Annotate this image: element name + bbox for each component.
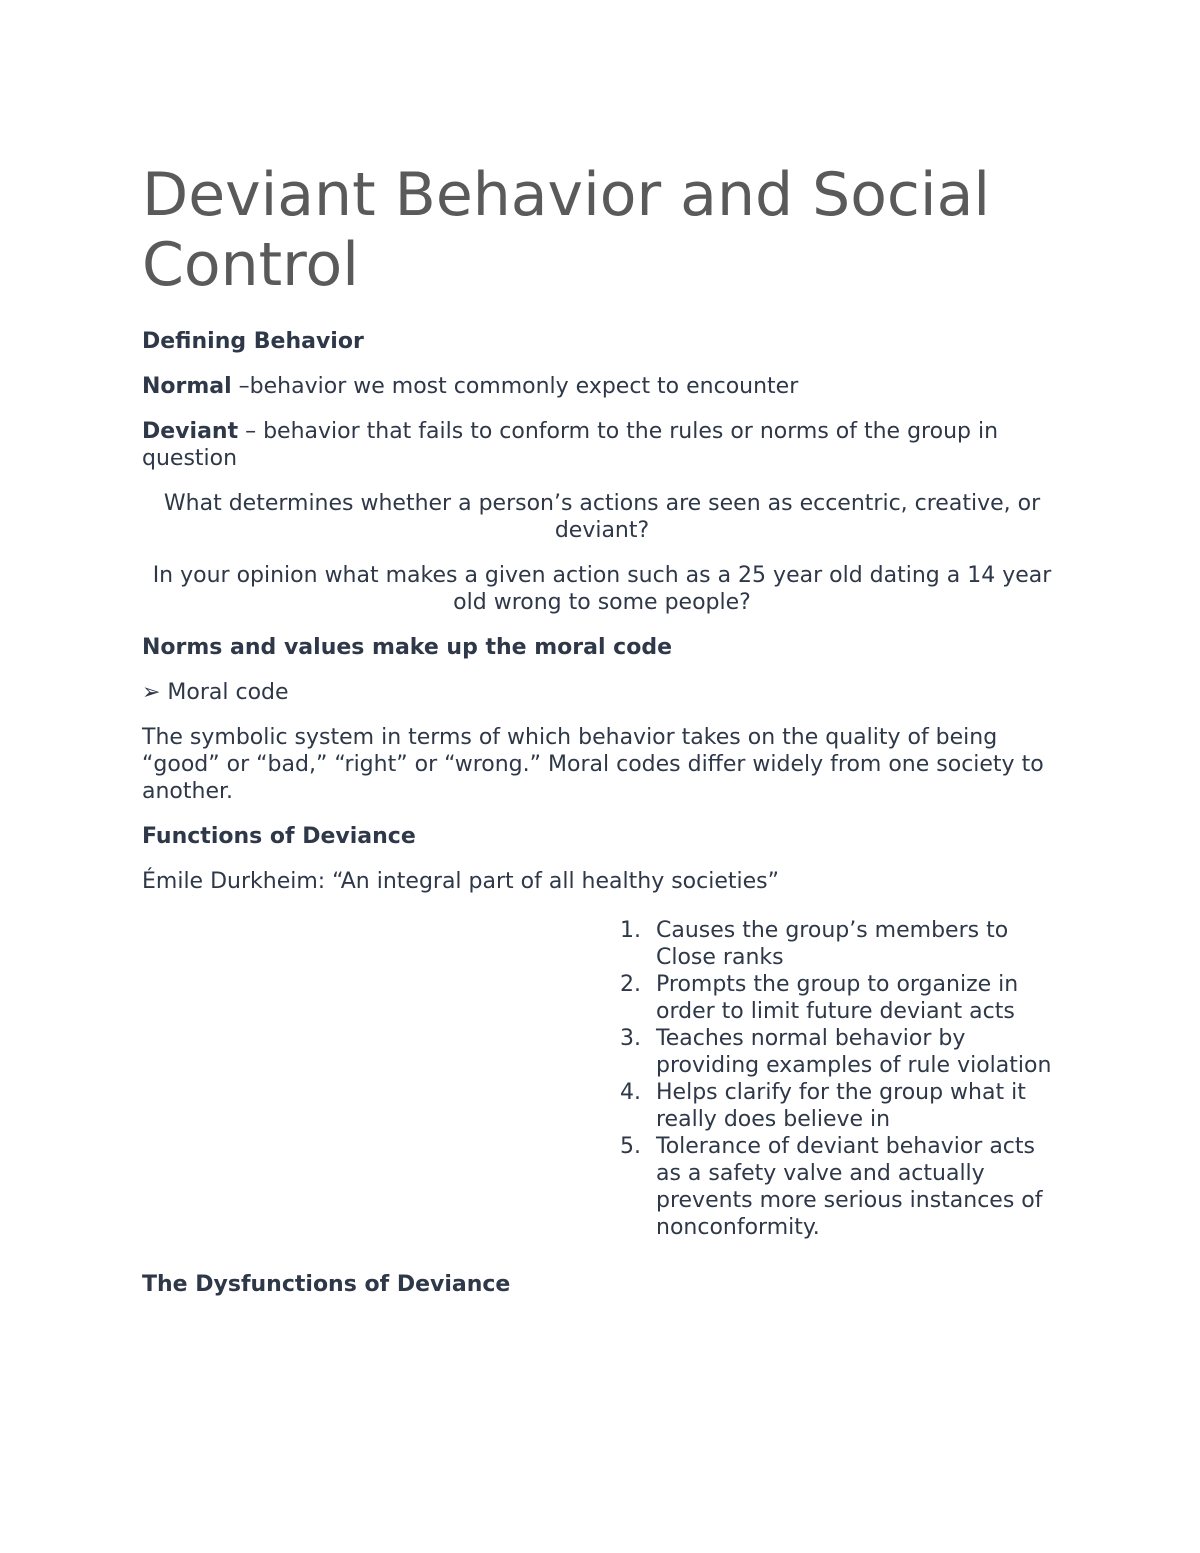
- heading-defining-behavior: Defining Behavior: [142, 329, 364, 354]
- deviant-def-text: – behavior that fails to conform to the rules or norms of the group in question: [142, 419, 999, 471]
- list-item: [620, 1079, 1060, 1133]
- list-item-text: Causes the group’s members to Close ranks: [656, 918, 1009, 970]
- normal-definition: [142, 373, 1062, 400]
- functions-list-container: [620, 917, 1060, 1241]
- list-item-number: 2.: [620, 972, 641, 997]
- list-item: [620, 1025, 1060, 1079]
- heading-functions-of-deviance: Functions of Deviance: [142, 824, 416, 849]
- heading-moral-code: Norms and values make up the moral code: [142, 635, 673, 660]
- question-eccentric: What determines whether a person’s actions are seen as eccentric, creative, or deviant?: [163, 491, 1041, 543]
- deviant-term: Deviant: [142, 419, 239, 444]
- list-item-number: 4.: [620, 1080, 641, 1105]
- functions-list: [620, 917, 1060, 1241]
- document-page: [142, 160, 1062, 1316]
- normal-term: Normal: [142, 374, 232, 399]
- list-item-text: Teaches normal behavior by providing examples of rule violation: [656, 1026, 1052, 1078]
- moral-code-bullet: ➢ Moral code: [142, 680, 289, 705]
- list-item: [620, 971, 1060, 1025]
- list-item-text: Prompts the group to organize in order to limit future deviant acts: [656, 972, 1019, 1024]
- moral-code-definition: The symbolic system in terms of which behavior takes on the quality of being “good” or “bad,” “right” or “wrong.” Moral codes differ widely from one society to another.: [142, 725, 1044, 804]
- list-item-text: Helps clarify for the group what it really does believe in: [656, 1080, 1026, 1132]
- list-item-number: 5.: [620, 1134, 641, 1159]
- list-item: [620, 917, 1060, 971]
- durkheim-quote: Émile Durkheim: “An integral part of all healthy societies”: [142, 869, 780, 894]
- list-item-number: 1.: [620, 918, 641, 943]
- document-title: Deviant Behavior and Social Control: [142, 160, 991, 300]
- normal-def-text: –behavior we most commonly expect to encounter: [231, 374, 799, 399]
- list-item: [620, 1133, 1060, 1241]
- list-item-text: Tolerance of deviant behavior acts as a safety valve and actually prevents more serious instances of nonconformity.: [656, 1134, 1043, 1240]
- heading-dysfunctions-of-deviance: The Dysfunctions of Deviance: [142, 1272, 511, 1297]
- deviant-definition: [142, 418, 1062, 472]
- question-opinion: In your opinion what makes a given action such as a 25 year old dating a 14 year old wrong to some people?: [152, 563, 1052, 615]
- list-item-number: 3.: [620, 1026, 641, 1051]
